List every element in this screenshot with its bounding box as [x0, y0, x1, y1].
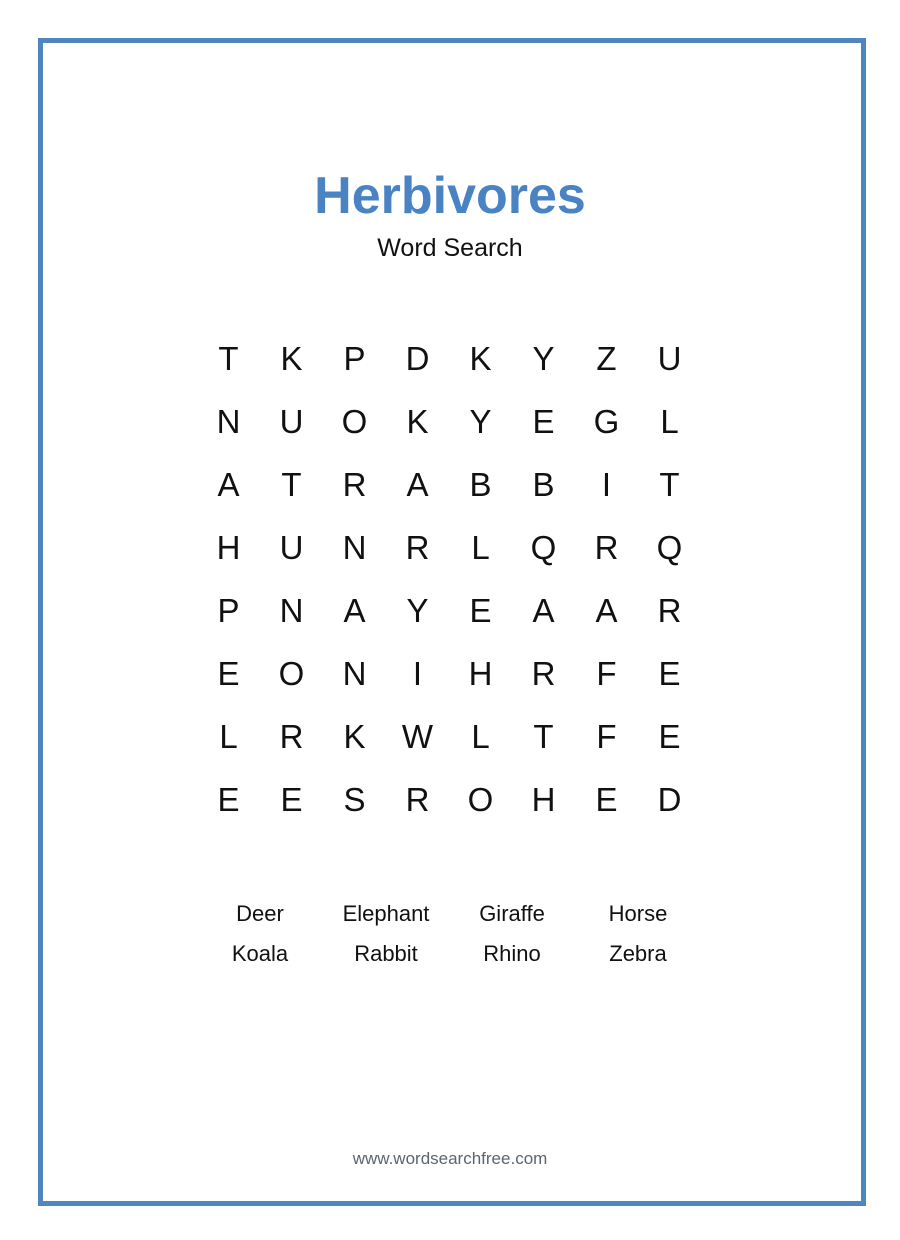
grid-cell: Y — [532, 339, 555, 377]
grid-cell: P — [217, 591, 240, 629]
grid-cell: N — [342, 528, 367, 566]
grid-cell: L — [471, 528, 490, 566]
grid-cell: T — [281, 465, 302, 503]
grid-cell: Q — [530, 528, 557, 566]
grid-cell: B — [469, 465, 492, 503]
grid-cell: G — [593, 402, 620, 440]
grid-cell: L — [219, 717, 238, 755]
grid-cell: E — [217, 654, 240, 692]
grid-cell: S — [343, 780, 366, 818]
grid-cell: I — [412, 654, 423, 692]
grid-cell: N — [342, 654, 367, 692]
grid-cell: O — [467, 780, 494, 818]
grid-cell: E — [595, 780, 618, 818]
grid-cell: T — [533, 717, 554, 755]
grid-cell: K — [343, 717, 366, 755]
word-list-item: Giraffe — [479, 901, 545, 926]
puzzle-subtitle: Word Search — [377, 234, 523, 262]
grid-cell: B — [532, 465, 555, 503]
grid-cell: E — [280, 780, 303, 818]
grid-cell: Y — [469, 402, 492, 440]
grid-cell: Q — [656, 528, 683, 566]
grid-cell: D — [405, 339, 430, 377]
grid-cell: K — [469, 339, 492, 377]
grid-cell: H — [216, 528, 241, 566]
grid-cell: H — [531, 780, 556, 818]
footer-url: www.wordsearchfree.com — [352, 1149, 548, 1168]
word-list-item: Rhino — [483, 941, 541, 966]
letter-grid — [197, 327, 701, 831]
grid-cell: N — [279, 591, 304, 629]
grid-cell: K — [280, 339, 303, 377]
word-list-item: Zebra — [609, 941, 667, 966]
word-list-item: Deer — [236, 901, 284, 926]
grid-cell: E — [217, 780, 240, 818]
grid-cell: F — [596, 654, 617, 692]
grid-cell: L — [660, 402, 679, 440]
grid-cell: O — [341, 402, 368, 440]
grid-cell: O — [278, 654, 305, 692]
grid-cell: R — [531, 654, 556, 692]
grid-cell: R — [405, 780, 430, 818]
grid-cell: U — [279, 528, 304, 566]
grid-cell: R — [594, 528, 619, 566]
grid-cell: U — [279, 402, 304, 440]
grid-cell: U — [657, 339, 682, 377]
grid-cell: H — [468, 654, 493, 692]
grid-cell: D — [657, 780, 682, 818]
grid-cell: A — [406, 465, 429, 503]
puzzle-title: Herbivores — [314, 167, 586, 225]
grid-cell: T — [659, 465, 680, 503]
grid-cell: I — [601, 465, 612, 503]
grid-cell: Y — [406, 591, 429, 629]
grid-cell: R — [279, 717, 304, 755]
grid-cell: R — [342, 465, 367, 503]
grid-cell: K — [406, 402, 429, 440]
grid-cell: R — [405, 528, 430, 566]
grid-cell: A — [532, 591, 555, 629]
grid-cell: W — [401, 717, 434, 755]
grid-cell: E — [658, 654, 681, 692]
grid-cell: A — [343, 591, 366, 629]
grid-cell: Z — [596, 339, 617, 377]
grid-cell: A — [595, 591, 618, 629]
grid-cell: E — [469, 591, 492, 629]
grid-cell: A — [217, 465, 240, 503]
grid-cell: N — [216, 402, 241, 440]
grid-cell: P — [343, 339, 366, 377]
grid-cell: T — [218, 339, 239, 377]
word-list-item: Rabbit — [354, 941, 418, 966]
grid-cell: R — [657, 591, 682, 629]
grid-cell: F — [596, 717, 617, 755]
word-list-item: Koala — [231, 941, 289, 966]
word-list-item: Horse — [608, 901, 668, 926]
grid-cell: E — [532, 402, 555, 440]
word-list-item: Elephant — [342, 901, 430, 926]
grid-cell: L — [471, 717, 490, 755]
grid-cell: E — [658, 717, 681, 755]
word-list — [197, 896, 701, 976]
